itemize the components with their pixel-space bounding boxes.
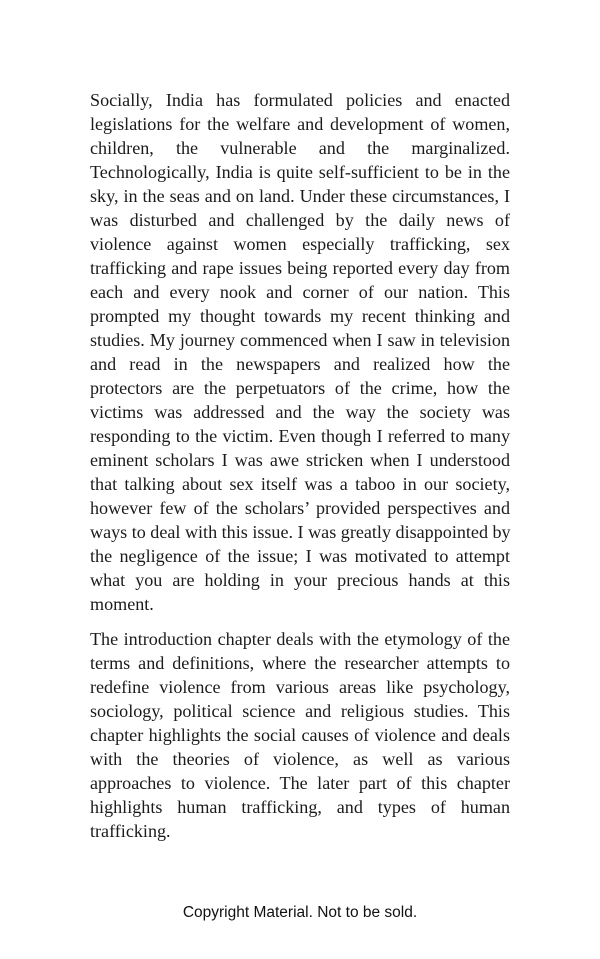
document-page	[90, 88, 510, 843]
text-line: what you are holding in your precious hands at this	[90, 570, 510, 590]
paragraph-1	[90, 88, 510, 616]
text-line: moment.	[90, 594, 154, 614]
text-line: ways to deal with this issue. I was greatly disappointed by	[90, 522, 511, 542]
text-line: legislations for the welfare and development of women,	[90, 114, 510, 134]
text-line: terms and definitions, where the researcher attempts to	[90, 653, 510, 673]
text-line: protectors are the perpetuators of the crime, how the	[90, 378, 510, 398]
text-line: sociology, political science and religious studies. This	[90, 701, 510, 721]
text-line: sky, in the seas and on land. Under these circumstances, I	[90, 186, 510, 206]
copyright-notice: Copyright Material. Not to be sold.	[182, 904, 418, 921]
text-line: trafficking.	[90, 821, 171, 841]
text-line: the negligence of the issue; I was motivated to attempt	[90, 546, 510, 566]
text-line: victims was addressed and the way the society was	[90, 402, 510, 422]
text-line: approaches to violence. The later part of this chapter	[90, 773, 510, 793]
text-line: responding to the victim. Even though I referred to many	[90, 426, 510, 446]
text-line: was disturbed and challenged by the daily news of	[90, 210, 510, 230]
text-line: Socially, India has formulated policies and enacted	[90, 90, 510, 110]
text-line: violence against women especially trafficking, sex	[90, 234, 510, 254]
text-line: eminent scholars I was awe stricken when I understood	[90, 450, 510, 470]
text-line: prompted my thought towards my recent thinking and	[90, 306, 510, 326]
text-line: and read in the newspapers and realized how the	[90, 354, 510, 374]
text-line: chapter highlights the social causes of violence and deals	[90, 725, 510, 745]
paragraph-2	[90, 627, 510, 843]
text-line: highlights human trafficking, and types of human	[90, 797, 510, 817]
text-line: however few of the scholars’ provided perspectives and	[90, 498, 510, 518]
text-line: that talking about sex itself was a taboo in our society,	[90, 474, 510, 494]
text-line: The introduction chapter deals with the etymology of the	[90, 629, 510, 649]
text-line: redefine violence from various areas like psychology,	[90, 677, 510, 697]
text-line: children, the vulnerable and the marginalized.	[90, 138, 510, 158]
text-line: Technologically, India is quite self-sufficient to be in the	[90, 162, 510, 182]
text-line: with the theories of violence, as well as various	[90, 749, 510, 769]
text-line: each and every nook and corner of our nation. This	[90, 282, 510, 302]
text-line: studies. My journey commenced when I saw in television	[90, 330, 510, 350]
text-line: trafficking and rape issues being reported every day from	[90, 258, 510, 278]
